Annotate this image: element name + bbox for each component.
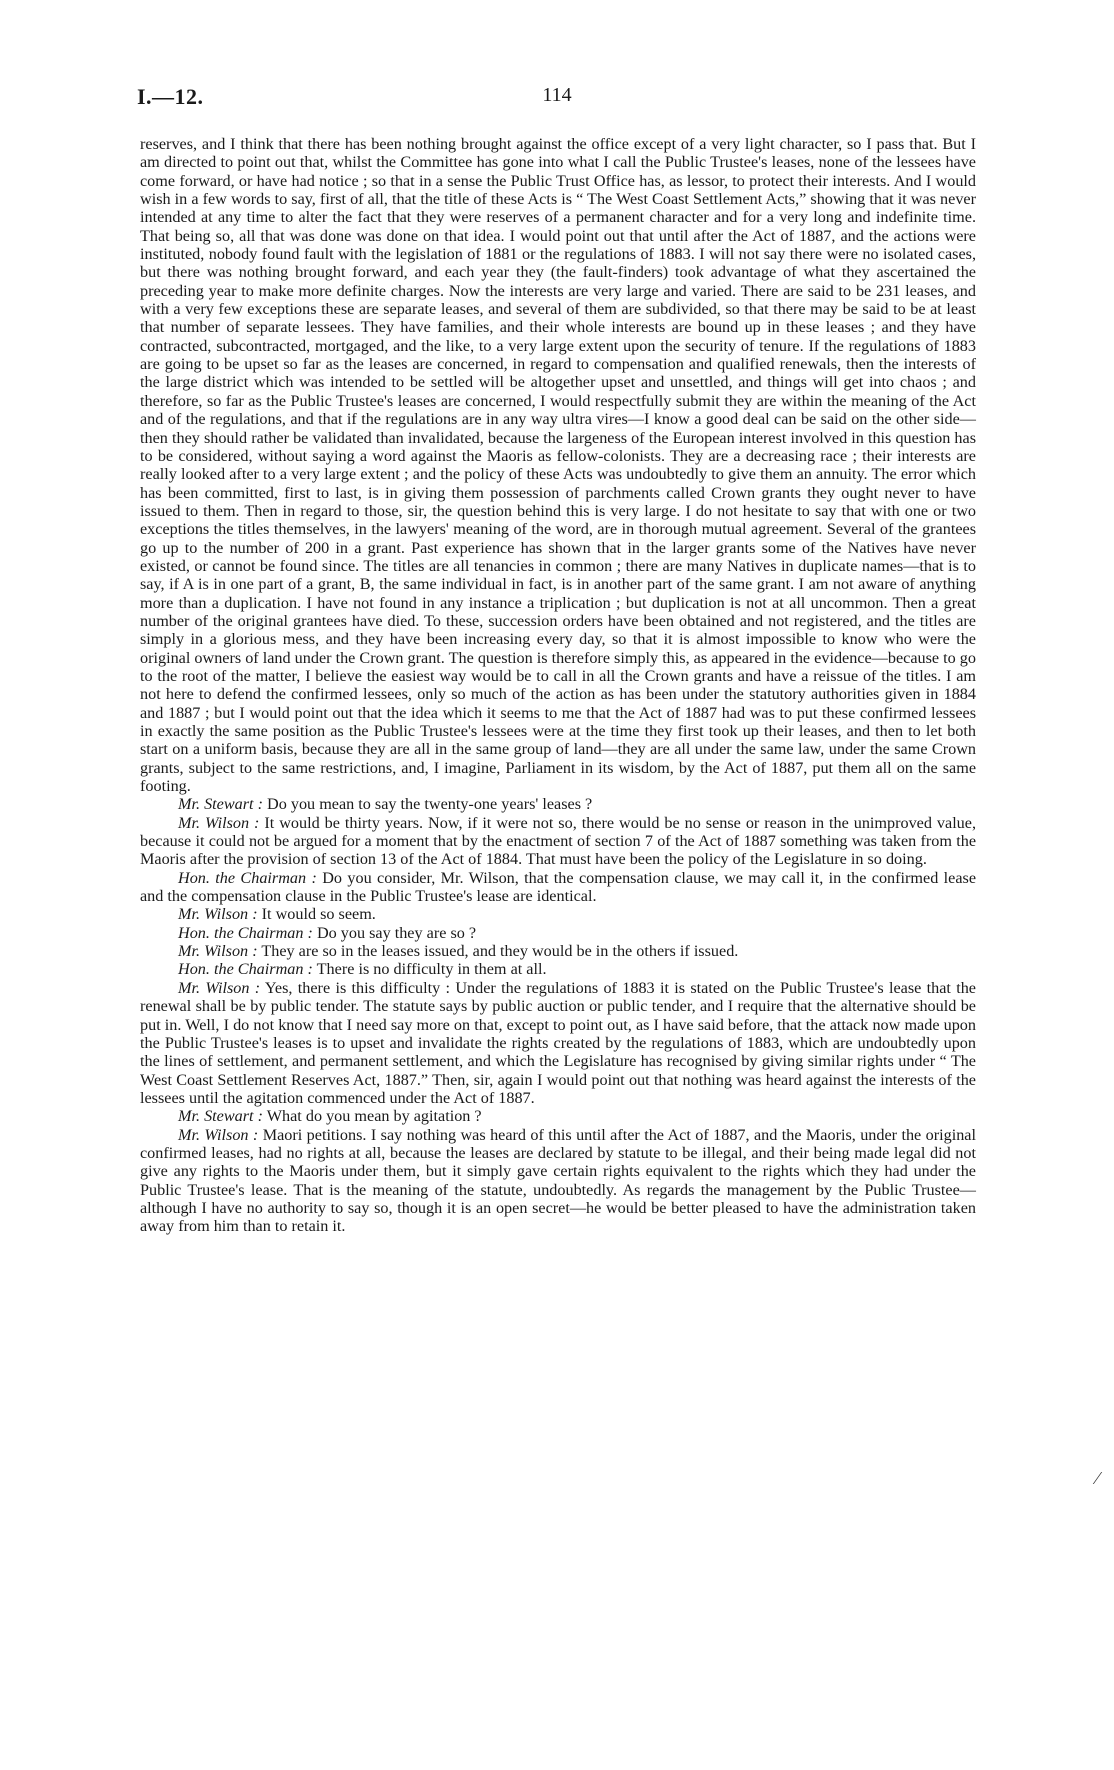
speech-text: They are so in the leases issued, and they would be in the others if issued. — [261, 942, 739, 961]
speech-text: Maori petitions. I say nothing was heard of this until after the Act of 1887, and the Maoris, under the original confirmed leases, had no rights at all, because the leases are declared by statute to be illegal, and their being made legal did not give any rights to the Maoris under them, but it simply gave certain rights equivalent to the rights which they had under the Public Trustee's lease. That is the meaning of the statute, undoubtedly. As regards the management by the Public Trustee—although I have no authority to say so, though it is an open secret—he would be better pleased to have the administration taken away from him than to retain it. — [140, 1125, 976, 1236]
speech-text: Do you consider, Mr. Wilson, that the compensation clause, we may call it, in the confirmed lease and the compensation clause in the Public Trustee's lease are identical. — [140, 868, 977, 906]
speech-text: It would so seem. — [261, 905, 376, 924]
exchange-paragraph — [140, 814, 976, 869]
margin-mark: ⁄ — [1096, 1468, 1100, 1488]
speaker-label: Mr. Wilson : — [178, 942, 258, 961]
document-reference: I.—12. — [137, 84, 204, 109]
speaker-label: Mr. Wilson : — [178, 1125, 259, 1144]
speech-text: Do you mean to say the twenty-one years' leases ? — [267, 795, 593, 814]
speaker-label: Mr. Wilson : — [178, 813, 260, 832]
opening-paragraph: reserves, and I think that there has been nothing brought against the office except of a very light character, so I pass that. But I am directed to point out that, whilst the Committee has gone into what I call the Public Trustee's leases, none of the lessees have come forward, or have had notice ; so that in a sense the Public Trust Office has, as lessor, to protect their interests. And I would wish in a few words to say, first of all, that the title of these Acts is “ The West Coast Settlement Acts,” showing that it was never intended at any time to alter the fact that they were reserves of a permanent character and for a very long and indefinite time. That being so, all that was done was done on that idea. I would point out that until after the Act of 1887, and the actions were instituted, nobody found fault with the legislation of 1881 or the regulations of 1883. I will not say there were no isolated cases, but there was nothing brought forward, and each year they (the fault-finders) took advantage of what they ascertained the preceding year to make more definite charges. Now the interests are very large and varied. There are said to be 231 leases, and with a very few exceptions these are separate leases, and several of them are subdivided, so that there may be said to be at least that number of separate lessees. They have families, and their whole interests are bound up in these leases ; and they have contracted, subcontracted, mortgaged, and the like, to a very large extent upon the security of tenure. If the regulations of 1883 are going to be upset so far as the leases are concerned, in regard to compensation and qualified renewals, then the interests of the large district which was intended to be settled will be altogether upset and unsettled, and things will get into chaos ; and therefore, so far as the Public Trustee's leases are concerned, I would respectfully submit they are within the meaning of the Act and of the regulations, and that if the regulations are in any way ultra vires—I know a good deal can be said on the other side—then they should rather be validated than invalidated, because the largeness of the European interest involved in this question has to be considered, without saying a word against the Maoris as fellow-colonists. They are a decreasing race ; their interests are really looked after to a very large extent ; and the policy of these Acts was undoubtedly to give them an annuity. The error which has been committed, first to last, is in giving them possession of parchments called Crown grants they ought never to have issued to them. Then in regard to those, sir, the question behind this is very large. I do not hesitate to say that with one or two exceptions the titles themselves, in the lawyers' meaning of the word, are in thorough mutual agreement. Several of the grantees go up to the number of 200 in a grant. Past experience has shown that in the larger grants some of the Natives have never existed, or cannot be found since. The titles are all tenancies in common ; there are many Natives in duplicate names—that is to say, if A is in one part of a grant, B, the same individual in fact, is in another part of the same grant. I am not aware of anything more than a duplication. I have not found in any instance a triplication ; but duplication is not at all uncommon. Then a great number of the original grantees have died. To these, succession orders have been obtained and not registered, and the titles are simply in a glorious mess, and they have been increasing every day, so that it is almost impossible to know who were the original owners of land under the Crown grant. The question is therefore simply this, as appeared in the evidence—because to go to the root of the matter, I believe the easiest way would be to call in all the Crown grants and have a reissue of the titles. I am not here to defend the confirmed lessees, only so much of the action as has been under the statutory authorities given in 1884 and 1887 ; but I would point out that the idea which it seems to me that the Act of 1887 had was to put these confirmed lessees in exactly the same position as the Public Trustee's lessees were at the time they first took up their leases, and then to let both start on a uniform basis, because they are all in the same group of land—they are all under the same law, under the same Crown grants, subject to the same restrictions, and, I imagine, Parliament in its wisdom, by the Act of 1887, put them all on the same footing. — [140, 135, 976, 796]
speech-text: Do you say they are so ? — [316, 923, 477, 942]
speaker-label: Mr. Wilson : — [178, 905, 258, 924]
exchange-paragraph — [140, 1126, 976, 1236]
speech-text: It would be thirty years. Now, if it were not so, there would be no sense or reason in the unimproved value, because it could not be argued for a moment that by the enactment of section 7 of the Act of 1887 something was taken from the Maoris after the provision of section 13 of the Act of 1884. That must have been the policy of the Legislature in so doing. — [140, 813, 977, 869]
speaker-label: Hon. the Chairman : — [178, 868, 317, 887]
speech-text: There is no difficulty in them at all. — [316, 960, 547, 979]
speech-text: What do you mean by agitation ? — [266, 1107, 482, 1126]
exchange-paragraph — [140, 905, 976, 923]
exchange-paragraph — [140, 795, 976, 813]
exchange-paragraph — [140, 942, 976, 960]
exchange-paragraph — [140, 1107, 976, 1125]
page-number: 114 — [542, 84, 572, 106]
exchange-paragraph — [140, 924, 976, 942]
speaker-label: Mr. Stewart : — [178, 1107, 263, 1126]
exchange-paragraph — [140, 869, 976, 906]
exchange-paragraph — [140, 960, 976, 978]
speaker-label: Mr. Wilson : — [178, 978, 261, 997]
exchange-paragraph — [140, 979, 976, 1107]
speaker-label: Mr. Stewart : — [178, 795, 263, 814]
page-header — [137, 84, 977, 114]
speaker-label: Hon. the Chairman : — [178, 960, 313, 979]
body-text — [140, 135, 976, 1236]
speech-text: Yes, there is this difficulty : Under the regulations of 1883 it is stated on the Public Trustee's lease that the renewal shall be by public tender. The statute says by public auction or public tender, and I require that the alternative should be put in. Well, I do not know that I need say more on that, except to point out, as I have said before, that the attack now made upon the Public Trustee's leases is to upset and invalidate the rights created by the regulations of 1883, which are undoubtedly upon the lines of settlement, and permanent settlement, and which the Legislature has recognised by giving similar rights under “ The West Coast Settlement Reserves Act, 1887.” Then, sir, again I would point out that nothing was heard against the interests of the lessees until the agitation commenced under the Act of 1887. — [140, 978, 976, 1107]
speaker-label: Hon. the Chairman : — [178, 923, 313, 942]
